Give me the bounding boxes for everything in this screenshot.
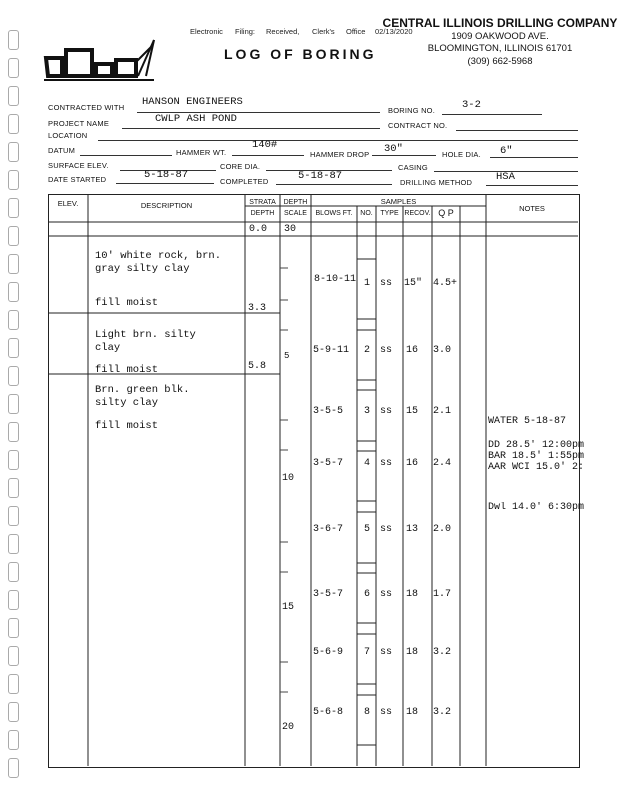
stamp-filing: Filing: bbox=[235, 27, 256, 36]
header-qp: Q P bbox=[438, 208, 454, 218]
boring-no-value: 3-2 bbox=[462, 99, 481, 111]
header-scale: SCALE bbox=[284, 210, 307, 217]
company-name: CENTRAL ILLINOIS DRILLING COMPANY bbox=[382, 16, 618, 30]
sample-type: ss bbox=[380, 345, 393, 356]
layer-line: Light brn. silty bbox=[95, 329, 196, 341]
layer-line: gray silty clay bbox=[95, 263, 190, 275]
hole-dia-label: HOLE DIA. bbox=[442, 150, 481, 159]
layer-line: clay bbox=[95, 342, 121, 354]
note-line: BAR 18.5' 1:55pm bbox=[488, 451, 585, 462]
hammer-drop-value: 30" bbox=[384, 143, 403, 155]
layer-line: 10' white rock, brn. bbox=[95, 250, 222, 262]
datum-label: DATUM bbox=[48, 146, 76, 155]
sample-blows: 3-5-7 bbox=[313, 458, 344, 469]
header-notes: NOTES bbox=[519, 204, 545, 213]
stamp-date: 02/13/2020 bbox=[375, 27, 413, 36]
stamp-clerks: Clerk's bbox=[312, 27, 335, 36]
hammer-drop-label: HAMMER DROP bbox=[310, 150, 370, 159]
sample-blows: 5-9-11 bbox=[313, 345, 350, 356]
sample-recov: 13 bbox=[406, 524, 419, 535]
completed-label: COMPLETED bbox=[220, 177, 269, 186]
sample-qp: 3.0 bbox=[433, 345, 452, 356]
company-street: 1909 OAKWOOD AVE. bbox=[451, 31, 549, 42]
sample-type: ss bbox=[380, 524, 393, 535]
header-samples: SAMPLES bbox=[380, 197, 417, 206]
note-line: WATER 5-18-87 bbox=[488, 416, 567, 427]
company-city: BLOOMINGTON, ILLINOIS 61701 bbox=[427, 43, 573, 54]
sample-blows: 8-10-11 bbox=[314, 274, 357, 285]
layer-strata-depth: 3.3 bbox=[248, 303, 267, 314]
header-strata-depth: DEPTH bbox=[250, 210, 275, 217]
completed-value: 5-18-87 bbox=[298, 170, 343, 182]
sample-recov: 15 bbox=[406, 406, 419, 417]
sample-type: ss bbox=[380, 278, 393, 289]
layer-description bbox=[95, 384, 190, 410]
sample-recov: 16 bbox=[406, 458, 419, 469]
layer-fill: fill moist bbox=[95, 297, 159, 309]
note-line: Dwl 14.0' 6:30pm bbox=[488, 502, 585, 513]
header-description: DESCRIPTION bbox=[140, 201, 193, 210]
sample-recov: 16 bbox=[406, 345, 419, 356]
sample-qp: 2.1 bbox=[433, 406, 452, 417]
sample-recov: 15" bbox=[404, 278, 423, 289]
sample-recov: 18 bbox=[406, 589, 419, 600]
surface-elev-label: SURFACE ELEV. bbox=[48, 161, 109, 170]
sample-type: ss bbox=[380, 458, 393, 469]
header-blows: BLOWS FT. bbox=[315, 210, 353, 217]
sample-no: 5 bbox=[364, 524, 371, 535]
sample-blows: 5-6-8 bbox=[313, 707, 344, 718]
layer-line: Brn. green blk. bbox=[95, 384, 190, 396]
header-depth: DEPTH bbox=[283, 199, 308, 206]
boring-no-label: BORING NO. bbox=[388, 106, 436, 115]
sample-blows: 3-5-7 bbox=[313, 589, 344, 600]
sample-no: 1 bbox=[364, 278, 371, 289]
notes-water-readings bbox=[488, 440, 616, 473]
sample-qp: 3.2 bbox=[433, 707, 452, 718]
layer-fill: fill moist bbox=[95, 364, 159, 376]
stamp-received: Received, bbox=[266, 27, 300, 36]
hammer-wt-label: HAMMER WT. bbox=[176, 148, 227, 157]
note-line: AAR WCI 15.0' 2: bbox=[488, 462, 585, 473]
casing-label: CASING bbox=[398, 163, 428, 172]
drilling-method-label: DRILLING METHOD bbox=[400, 178, 473, 187]
stamp-office: Office bbox=[346, 27, 366, 36]
date-started-label: DATE STARTED bbox=[48, 175, 107, 184]
header-strata: STRATA bbox=[249, 199, 276, 206]
company-phone: (309) 662-5968 bbox=[467, 56, 533, 67]
contract-no-label: CONTRACT NO. bbox=[388, 121, 448, 130]
project-name-value: CWLP ASH POND bbox=[155, 113, 237, 125]
layer-fill: fill moist bbox=[95, 420, 159, 432]
sample-qp: 2.0 bbox=[433, 524, 452, 535]
notes-column bbox=[488, 416, 616, 428]
header-type: TYPE bbox=[380, 210, 399, 217]
contracted-with-value: HANSON ENGINEERS bbox=[142, 96, 243, 108]
drilling-method-value: HSA bbox=[496, 171, 515, 183]
header-recov: RECOV. bbox=[404, 210, 431, 217]
core-dia-label: CORE DIA. bbox=[220, 162, 261, 171]
layer-line: silty clay bbox=[95, 397, 159, 409]
layer-description bbox=[95, 250, 221, 276]
sample-blows: 3-6-7 bbox=[313, 524, 344, 535]
sample-qp: 3.2 bbox=[433, 647, 452, 658]
sample-type: ss bbox=[380, 589, 393, 600]
sample-blows: 5-6-9 bbox=[313, 647, 344, 658]
project-name-label: PROJECT NAME bbox=[48, 119, 110, 128]
depth-scale-label: 5 bbox=[284, 351, 290, 361]
sample-blows: 3-5-5 bbox=[313, 406, 344, 417]
start-depth: 30 bbox=[284, 224, 297, 235]
page-title: LOG OF BORING bbox=[224, 46, 377, 62]
sample-no: 6 bbox=[364, 589, 371, 600]
header-elev: ELEV. bbox=[57, 199, 79, 208]
layer-strata-depth: 5.8 bbox=[248, 361, 267, 372]
sample-no: 3 bbox=[364, 406, 371, 417]
hole-dia-value: 6" bbox=[500, 145, 513, 157]
start-strata-depth: 0.0 bbox=[249, 224, 268, 235]
sample-recov: 18 bbox=[406, 647, 419, 658]
contracted-with-label: CONTRACTED WITH bbox=[48, 103, 125, 112]
header-no: NO. bbox=[360, 210, 373, 217]
date-started-value: 5-18-87 bbox=[144, 169, 189, 181]
sample-qp: 4.5+ bbox=[433, 278, 458, 289]
sample-qp: 1.7 bbox=[433, 589, 452, 600]
sample-no: 4 bbox=[364, 458, 371, 469]
layer-description bbox=[95, 329, 196, 355]
sample-type: ss bbox=[380, 707, 393, 718]
sample-no: 7 bbox=[364, 647, 371, 658]
sample-no: 8 bbox=[364, 707, 371, 718]
sample-type: ss bbox=[380, 647, 393, 658]
sample-qp: 2.4 bbox=[433, 458, 452, 469]
stamp-electronic: Electronic bbox=[190, 27, 223, 36]
sample-no: 2 bbox=[364, 345, 371, 356]
depth-scale-label: 20 bbox=[282, 722, 295, 733]
location-label: LOCATION bbox=[48, 131, 88, 140]
sample-recov: 18 bbox=[406, 707, 419, 718]
sample-type: ss bbox=[380, 406, 393, 417]
note-line: DD 28.5' 12:00pm bbox=[488, 440, 585, 451]
depth-scale-label: 10 bbox=[282, 473, 295, 484]
depth-scale-label: 15 bbox=[282, 602, 295, 613]
hammer-wt-value: 140# bbox=[252, 139, 278, 151]
